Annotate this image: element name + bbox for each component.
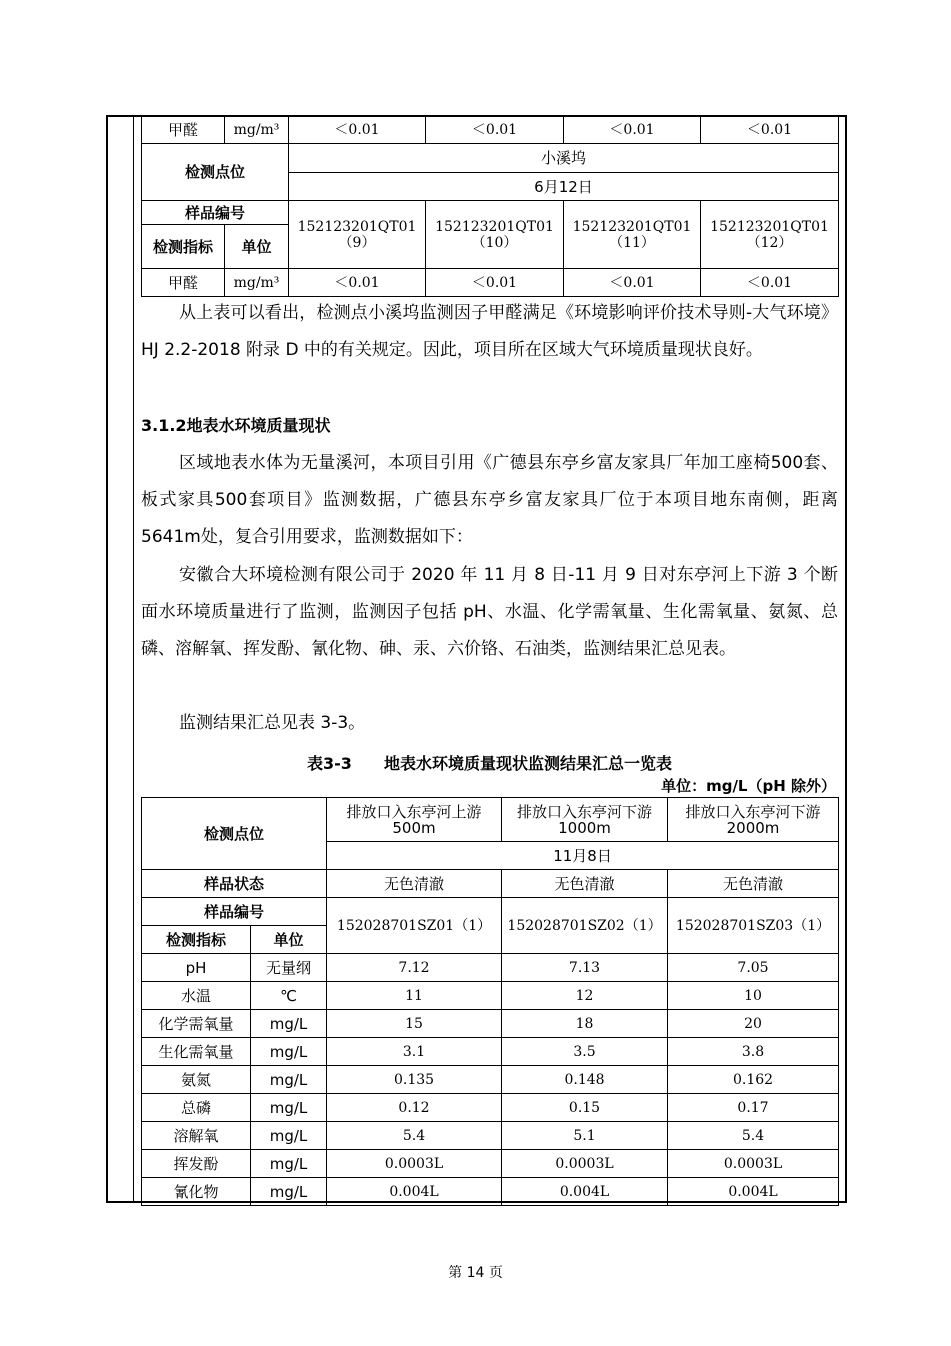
point-name: 排放口入东亭河下游2000m — [668, 798, 839, 842]
table-row — [142, 1094, 839, 1122]
sample-label: 样品编号 — [142, 201, 289, 225]
point-label: 检测点位 — [142, 144, 289, 201]
state-cell: 无色清澈 — [327, 870, 502, 898]
point-name: 排放口入东亭河上游500m — [327, 798, 502, 842]
table-row — [142, 144, 839, 173]
date-cell: 6月12日 — [289, 173, 839, 201]
page-number: 第 14 页 — [448, 1265, 503, 1281]
unit-cell: mg/L — [251, 1150, 327, 1178]
value-cell: 5.1 — [502, 1122, 668, 1150]
value-cell: 0.004L — [327, 1178, 502, 1206]
value-cell: ＜0.01 — [289, 269, 426, 297]
value-cell: 0.004L — [502, 1178, 668, 1206]
table-row — [142, 982, 839, 1010]
value-cell: ＜0.01 — [701, 269, 839, 297]
indicator-name: 甲醛 — [142, 116, 225, 144]
indicator-name: 总磷 — [142, 1094, 251, 1122]
unit-cell: mg/m³ — [225, 269, 289, 297]
unit-cell: mg/L — [251, 1038, 327, 1066]
table-row — [142, 269, 839, 297]
date-cell: 11月8日 — [327, 842, 839, 870]
value-cell: 20 — [668, 1010, 839, 1038]
indicator-label: 检测指标 — [142, 225, 225, 269]
value-cell: 0.17 — [668, 1094, 839, 1122]
value-cell: 10 — [668, 982, 839, 1010]
indicator-name: pH — [142, 954, 251, 982]
value-cell: 0.0003L — [502, 1150, 668, 1178]
unit-cell: 无量纲 — [251, 954, 327, 982]
sample-id: 152028701SZ03（1） — [668, 898, 839, 954]
paragraph-surface-water: 区域地表水体为无量溪河，本项目引用《广德县东亭乡富友家具厂年加工座椅500套、板式家具500套项目》监测数据，广德县东亭乡富友家具厂位于本项目地东南侧，距离5641m处，复合引用要求，监测数据如下： — [141, 453, 838, 547]
table-row — [142, 954, 839, 982]
indicator-name: 水温 — [142, 982, 251, 1010]
indicator-name: 挥发酚 — [142, 1150, 251, 1178]
table-caption: 表3-3 地表水环境质量现状监测结果汇总一览表 — [307, 754, 672, 773]
indicator-name: 甲醛 — [142, 269, 225, 297]
value-cell: 11 — [327, 982, 502, 1010]
point-name: 小溪坞 — [289, 144, 839, 173]
unit-cell: mg/L — [251, 1178, 327, 1206]
point-name: 排放口入东亭河下游 1000m — [502, 798, 668, 842]
sample-id: 152123201QT01（12） — [701, 201, 839, 269]
value-cell: 0.148 — [502, 1066, 668, 1094]
point-label: 检测点位 — [142, 798, 327, 870]
unit-cell: mg/L — [251, 1066, 327, 1094]
section-heading: 3.1.2地表水环境质量现状 — [141, 416, 331, 435]
sample-id: 152028701SZ01（1） — [327, 898, 502, 954]
table-row — [142, 870, 839, 898]
value-cell: 7.05 — [668, 954, 839, 982]
value-cell: 7.13 — [502, 954, 668, 982]
unit-cell: mg/L — [251, 1094, 327, 1122]
value-cell: 7.12 — [327, 954, 502, 982]
value-cell: ＜0.01 — [564, 116, 701, 144]
table-row — [142, 201, 839, 225]
table-row — [142, 1066, 839, 1094]
value-cell: 0.004L — [668, 1178, 839, 1206]
table-row — [142, 116, 839, 144]
unit-cell: mg/L — [251, 1122, 327, 1150]
unit-cell: ℃ — [251, 982, 327, 1010]
unit-cell: mg/L — [251, 1010, 327, 1038]
value-cell: 0.15 — [502, 1094, 668, 1122]
table-row — [142, 1178, 839, 1206]
unit-cell: mg/m³ — [225, 116, 289, 144]
frame-inner-line — [133, 115, 134, 1203]
unit-label: 单位 — [251, 926, 327, 954]
state-label: 样品状态 — [142, 870, 327, 898]
value-cell: ＜0.01 — [701, 116, 839, 144]
value-cell: ＜0.01 — [564, 269, 701, 297]
value-cell: 12 — [502, 982, 668, 1010]
value-cell: 0.12 — [327, 1094, 502, 1122]
table-row — [142, 1122, 839, 1150]
value-cell: 15 — [327, 1010, 502, 1038]
value-cell: 0.162 — [668, 1066, 839, 1094]
table-row — [142, 1150, 839, 1178]
indicator-name: 生化需氧量 — [142, 1038, 251, 1066]
value-cell: ＜0.01 — [426, 269, 564, 297]
value-cell: 5.4 — [327, 1122, 502, 1150]
value-cell: ＜0.01 — [426, 116, 564, 144]
sample-id: 152028701SZ02（1） — [502, 898, 668, 954]
table-row — [142, 798, 839, 842]
sample-id: 152123201QT01（11） — [564, 201, 701, 269]
paragraph-air-conclusion: 从上表可以看出，检测点小溪坞监测因子甲醛满足《环境影响评价技术导则-大气环境》 HJ 2.2-2018 附录 D 中的有关规定。因此，项目所在区域大气环境质量现状良好。 — [141, 303, 838, 360]
value-cell: 0.0003L — [668, 1150, 839, 1178]
value-cell: 3.8 — [668, 1038, 839, 1066]
value-cell: 3.5 — [502, 1038, 668, 1066]
value-cell: 5.4 — [668, 1122, 839, 1150]
indicator-name: 氰化物 — [142, 1178, 251, 1206]
table-row — [142, 1010, 839, 1038]
state-cell: 无色清澈 — [502, 870, 668, 898]
indicator-name: 化学需氧量 — [142, 1010, 251, 1038]
value-cell: ＜0.01 — [289, 116, 426, 144]
indicator-name: 溶解氧 — [142, 1122, 251, 1150]
indicator-name: 氨氮 — [142, 1066, 251, 1094]
sample-id: 152123201QT01（9） — [289, 201, 426, 269]
value-cell: 0.0003L — [327, 1150, 502, 1178]
table-row — [142, 898, 839, 926]
air-monitoring-table — [141, 115, 839, 297]
water-monitoring-table — [141, 797, 839, 1206]
state-cell: 无色清澈 — [668, 870, 839, 898]
paragraph-reference: 监测结果汇总见表 3-3。 — [179, 713, 366, 733]
unit-label: 单位 — [225, 225, 289, 269]
sample-id: 152123201QT01（10） — [426, 201, 564, 269]
value-cell: 3.1 — [327, 1038, 502, 1066]
value-cell: 18 — [502, 1010, 668, 1038]
indicator-label: 检测指标 — [142, 926, 251, 954]
paragraph-monitoring: 安徽合大环境检测有限公司于 2020 年 11 月 8 日-11 月 9 日对东亭河上下游 3 个断面水环境质量进行了监测，监测因子包括 pH、水温、化学需氧量、生化需氧量、氨氮、总磷、溶解氧、挥发酚、氰化物、砷、汞、六价铬、石油类，监测结果汇总见表。 — [141, 565, 838, 659]
table-unit-note: 单位：mg/L（pH 除外） — [661, 777, 836, 795]
value-cell: 0.135 — [327, 1066, 502, 1094]
sample-label: 样品编号 — [142, 898, 327, 926]
table-row — [142, 1038, 839, 1066]
